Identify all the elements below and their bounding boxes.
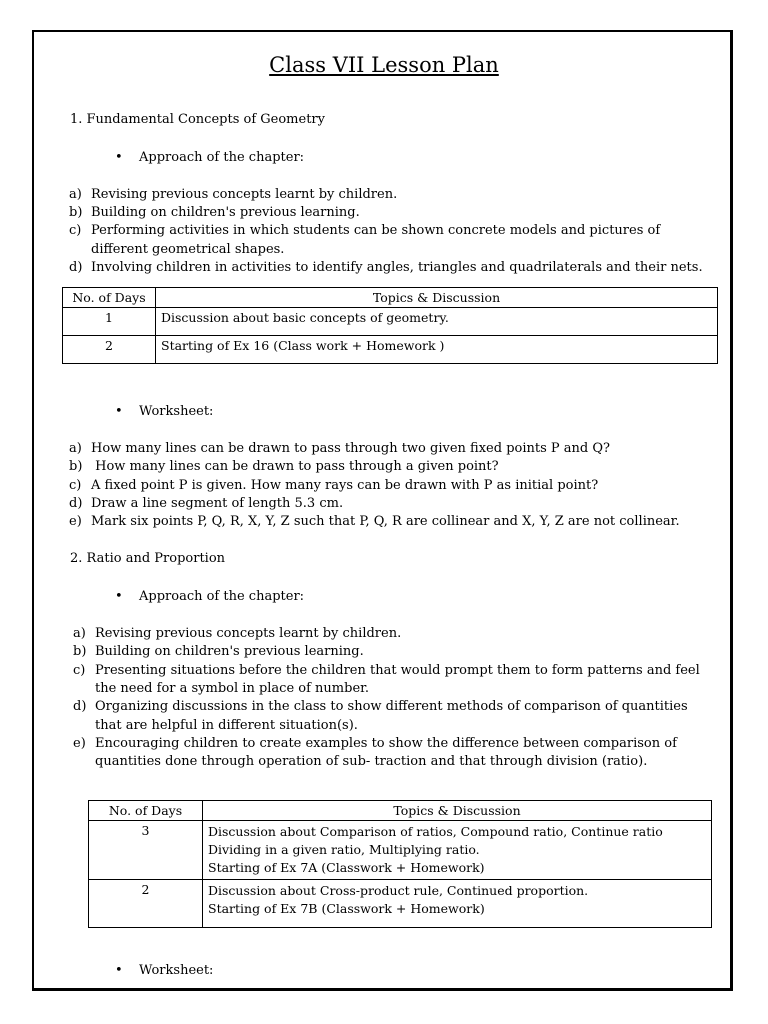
table-header-row bbox=[63, 288, 718, 308]
section-1-heading: 1. Fundamental Concepts of Geometry bbox=[70, 112, 325, 127]
table-header: Topics & Discussion bbox=[203, 801, 712, 821]
section-1-approach bbox=[115, 149, 304, 167]
table-cell-topic: Discussion about Cross-product rule, Continued proportion. Starting of Ex 7B (Classwork + Homework) bbox=[203, 880, 712, 928]
list-item: c) Presenting situations before the children that would prompt them to form patterns and feel bbox=[73, 663, 700, 678]
approach-label: Approach of the chapter: bbox=[139, 150, 305, 165]
approach-label: Approach of the chapter: bbox=[139, 589, 305, 604]
section-2-approach bbox=[115, 588, 304, 606]
bullet-icon: • bbox=[115, 963, 123, 978]
list-item: b) How many lines can be drawn to pass through a given point? bbox=[69, 459, 499, 474]
page-title: Class VII Lesson Plan bbox=[269, 53, 499, 77]
table-cell-days: 1 bbox=[63, 308, 156, 336]
table-cell-days: 2 bbox=[63, 336, 156, 364]
bullet-icon: • bbox=[115, 404, 123, 419]
bullet-icon: • bbox=[115, 150, 123, 165]
table-header: Topics & Discussion bbox=[156, 288, 718, 308]
list-item: e) Encouraging children to create examples to show the difference between comparison of bbox=[73, 736, 677, 751]
section-2-heading: 2. Ratio and Proportion bbox=[70, 551, 226, 566]
list-item: a) Revising previous concepts learnt by children. bbox=[69, 187, 398, 202]
table-cell-topic: Starting of Ex 16 (Class work + Homework ) bbox=[156, 336, 718, 364]
list-item: the need for a symbol in place of number. bbox=[95, 681, 370, 696]
table-cell-days: 2 bbox=[89, 880, 203, 928]
table-cell-topic: Discussion about basic concepts of geometry. bbox=[156, 308, 718, 336]
bullet-icon: • bbox=[115, 589, 123, 604]
table-header: No. of Days bbox=[89, 801, 203, 821]
list-item: d) Involving children in activities to identify angles, triangles and quadrilaterals and their nets. bbox=[69, 260, 703, 275]
worksheet-label: Worksheet: bbox=[139, 404, 214, 419]
table-row bbox=[63, 308, 718, 336]
list-item: c) A fixed point P is given. How many rays can be drawn with P as initial point? bbox=[69, 478, 599, 493]
list-item: d) Organizing discussions in the class to show different methods of comparison of quantities bbox=[73, 699, 688, 714]
list-item: a) Revising previous concepts learnt by children. bbox=[73, 626, 402, 641]
list-item: d) Draw a line segment of length 5.3 cm. bbox=[69, 496, 344, 511]
section-1-worksheet bbox=[115, 403, 213, 421]
list-item: a) How many lines can be drawn to pass through two given fixed points P and Q? bbox=[69, 441, 610, 456]
table-row bbox=[89, 821, 712, 880]
table-cell-days: 3 bbox=[89, 821, 203, 880]
section-1-table bbox=[62, 287, 718, 364]
list-item: c) Performing activities in which students can be shown concrete models and pictures of bbox=[69, 223, 661, 238]
section-2-worksheet bbox=[115, 962, 213, 980]
table-row bbox=[89, 880, 712, 928]
worksheet-label: Worksheet: bbox=[139, 963, 214, 978]
list-item: that are helpful in different situation(s). bbox=[95, 718, 358, 733]
table-header: No. of Days bbox=[63, 288, 156, 308]
list-item: b) Building on children's previous learning. bbox=[69, 205, 360, 220]
section-2-table bbox=[88, 800, 712, 928]
list-item: different geometrical shapes. bbox=[91, 242, 285, 257]
list-item: quantities done through operation of sub- traction and that through division (ratio). bbox=[95, 754, 648, 769]
list-item: e) Mark six points P, Q, R, X, Y, Z such that P, Q, R are collinear and X, Y, Z are not collinear. bbox=[69, 514, 680, 529]
table-header-row bbox=[89, 801, 712, 821]
table-cell-topic: Discussion about Comparison of ratios, Compound ratio, Continue ratio Dividing in a given ratio, Multiplying ratio. Starting of Ex 7A (Classwork + Homework) bbox=[203, 821, 712, 880]
table-row bbox=[63, 336, 718, 364]
list-item: b) Building on children's previous learning. bbox=[73, 644, 364, 659]
